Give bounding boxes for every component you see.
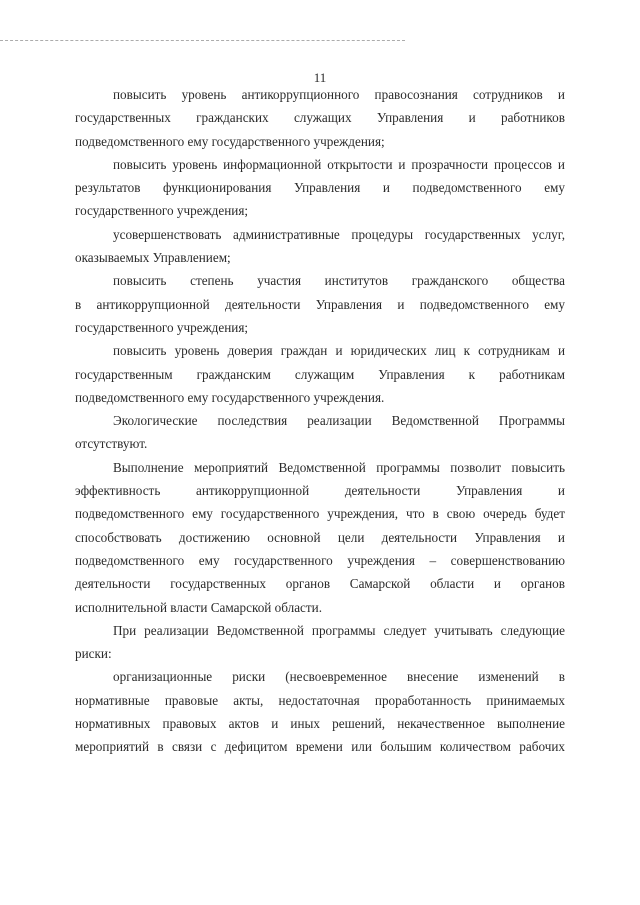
text-line: государственным гражданским служащим Управления к работникам [75,366,565,382]
paragraph [75,665,565,758]
text-line: оказываемых Управлением; [75,250,231,266]
text-line: деятельности государственных органов Самарской области и органов [75,576,565,592]
text-line: отсутствуют. [75,436,148,452]
text-line: Выполнение мероприятий Ведомственной программы позволит повысить [113,459,565,475]
text-line: результатов функционирования Управления и подведомственного ему [75,180,565,196]
scan-edge-line [0,40,405,41]
text-line: в антикоррупционной деятельности Управления и подведомственного ему [75,296,565,312]
document-body [75,83,565,759]
page-number: 11 [313,70,327,85]
text-line: усовершенствовать административные процедуры государственных услуг, [113,226,565,242]
text-line: подведомственного ему государственного учреждения, что в свою очередь будет [75,506,565,522]
paragraph [75,223,565,270]
text-line: Экологические последствия реализации Ведомственной Программы [113,413,565,429]
paragraph [75,153,565,223]
text-line: подведомственного ему государственного учреждения; [75,133,385,149]
paragraph [75,269,565,339]
text-line: нормативные правовые акты, недостаточная проработанность принимаемых [75,692,565,708]
text-line: мероприятий в связи с дефицитом времени или большим количеством рабочих [75,739,565,755]
text-line: государственного учреждения; [75,319,249,335]
paragraph [75,339,565,409]
text-line: нормативных правовых актов и иных решений, некачественное выполнение [75,716,565,732]
text-line: исполнительной власти Самарской области. [75,599,323,615]
text-line: повысить степень участия институтов гражданского общества [113,273,565,289]
text-line: государственных гражданских служащих Управления и работников [75,110,565,126]
text-line: подведомственного ему государственного учреждения. [75,389,385,405]
text-line: способствовать достижению основной цели деятельности Управления и [75,529,565,545]
text-line: подведомственного ему государственного учреждения – совершенствованию [75,552,565,568]
text-line: При реализации Ведомственной программы следует учитывать следующие [113,622,565,638]
text-line: эффективность антикоррупционной деятельности Управления и [75,483,565,499]
paragraph [75,409,565,456]
text-line: риски: [75,646,112,662]
text-line: повысить уровень антикоррупционного правосознания сотрудников и [113,87,565,102]
paragraph [75,619,565,666]
paragraph [75,83,565,153]
text-line: повысить уровень доверия граждан и юридических лиц к сотрудникам и [113,343,565,359]
text-line: повысить уровень информационной открытости и прозрачности процессов и [113,156,565,172]
paragraph [75,456,565,619]
text-line: организационные риски (несвоевременное внесение изменений в [113,669,565,685]
text-line: государственного учреждения; [75,203,249,219]
